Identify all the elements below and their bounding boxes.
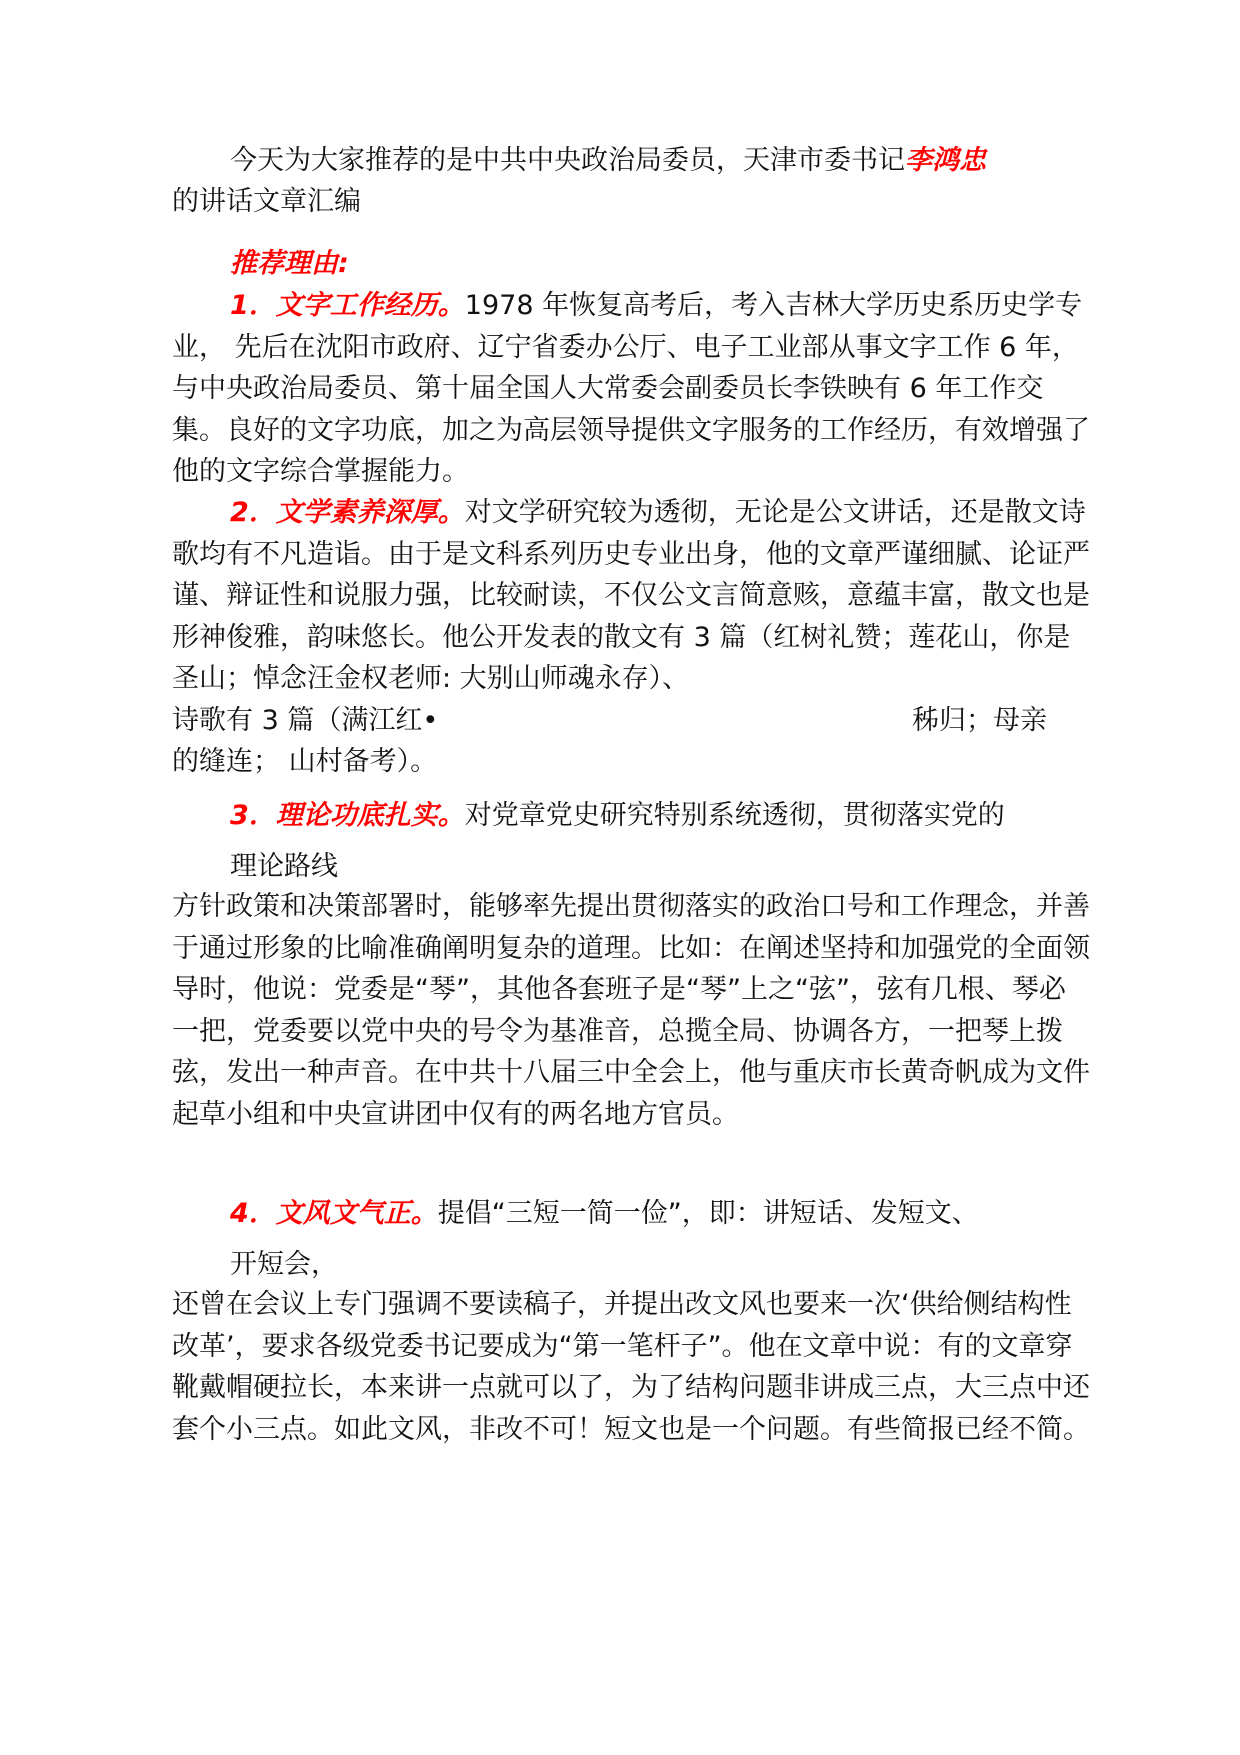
intro-line-2: 的讲话文章汇编 bbox=[172, 186, 361, 217]
point-3-body: 方针政策和决策部署时，能够率先提出贯彻落实的政治口号和工作理念，并善于通过形象的比喻准确阐明复杂的道理。比如：在阐述坚持和加强党的全面领导时，他说：党委是“琴”，其他各套班子是“琴”上之“弦”，弦有几根、琴必一把，党委要以党中央的号令为基准音，总揽全局、协调各方，一把琴上拨弦，发出一种声音。在中共十八届三中全会上，他与重庆市长黄奇帆成为文件起草小组和中央宣讲团中仅有的两名地方官员。 bbox=[172, 891, 1090, 1130]
point-1-title: 1．文字工作经历。 bbox=[230, 290, 465, 321]
point-2-body: 对文学研究较为透彻，无论是公文讲话，还是散文诗歌均有不凡造诣。由于是文科系列历史专业出身，他的文章严谨细腻、论证严谨、辩证性和说服力强，比较耐读，不仅公文言简意赅，意蕴丰富，散文也是形神俊雅，韵味悠长。他公开发表的散文有 3 篇（红树礼赞；莲花山，你是圣山；悼念汪金权老师: 大别山师魂永存）、 bbox=[172, 497, 1090, 694]
point-2-title: 2．文学素养深厚。 bbox=[230, 497, 465, 528]
point-2-line-b: 秭归；母亲 bbox=[912, 705, 1047, 736]
point-2-paragraph bbox=[172, 492, 1092, 700]
point-3-line-1 bbox=[230, 795, 1005, 837]
point-2-line-a: 诗歌有 3 篇（满江红• bbox=[172, 705, 439, 736]
point-3-line-1-text: 对党章党史研究特别系统透彻，贯彻落实党的 bbox=[464, 800, 1005, 831]
point-1-paragraph bbox=[172, 285, 1092, 493]
point-4-line-1 bbox=[230, 1193, 979, 1235]
point-4-line-2: 开短会， bbox=[230, 1249, 338, 1280]
point-3-line-2: 理论路线 bbox=[230, 851, 338, 882]
point-3-title: 3．理论功底扎实。 bbox=[230, 800, 465, 831]
intro-paragraph bbox=[172, 140, 1092, 182]
intro-text: 今天为大家推荐的是中共中央政治局委员，天津市委书记 bbox=[230, 145, 905, 176]
reasons-heading: 推荐理由: bbox=[230, 248, 349, 279]
point-4-body: 还曾在会议上专门强调不要读稿子，并提出改文风也要来一次‘供给侧结构性改革’，要求各级党委书记要成为“第一笔杆子”。他在文章中说：有的文章穿靴戴帽硬拉长，本来讲一点就可以了，为了结构问题非讲成三点，大三点中还套个小三点。如此文风，非改不可！短文也是一个问题。有些简报已经不简。 bbox=[172, 1289, 1090, 1445]
point-2-line-c: 的缝连； 山村备考）。 bbox=[172, 746, 438, 777]
point-1-body: 1978 年恢复高考后，考入吉林大学历史系历史学专业， 先后在沈阳市政府、辽宁省委办公厅、电子工业部从事文字工作 6 年，与中央政治局委员、第十届全国人大常委会副委员长李铁映有 6 年工作交集。良好的文字功底，加之为高层领导提供文字服务的工作经历，有效增强了他的文字综合掌握能力。 bbox=[172, 290, 1090, 487]
intro-name: 李鸿忠 bbox=[905, 145, 986, 176]
point-4-line-1-text: 提倡“三短一简一俭”，即：讲短话、发短文、 bbox=[437, 1198, 979, 1229]
point-4-title: 4．文风文气正。 bbox=[230, 1198, 438, 1229]
